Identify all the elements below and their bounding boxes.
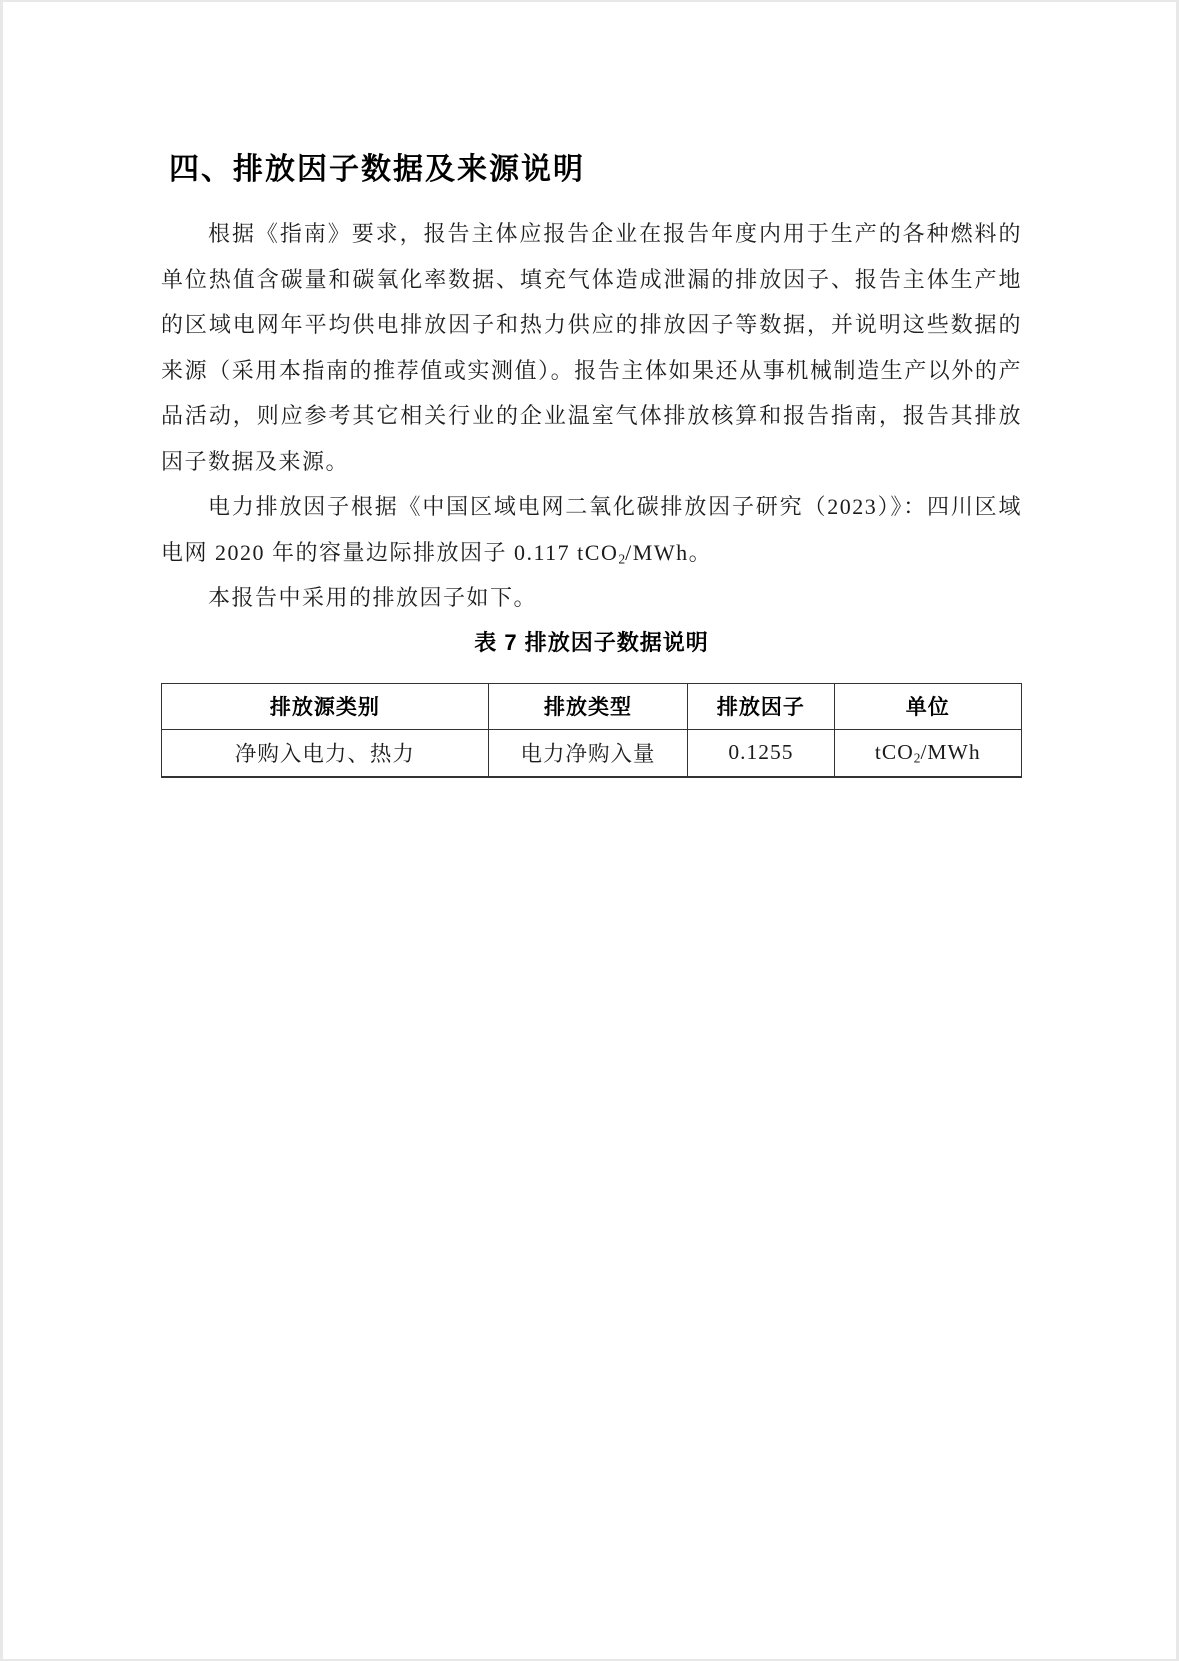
emission-factor-table (161, 683, 1022, 779)
table-row (162, 729, 1022, 777)
unit-suffix: /MWh (920, 740, 981, 765)
paragraph-guideline-requirements: 根据《指南》要求，报告主体应报告企业在报告年度内用于生产的各种燃料的单位热值含碳量和碳氧化率数据、填充气体造成泄漏的排放因子、报告主体生产地的区域电网年平均供电排放因子和热力供应的排放因子等数据，并说明这些数据的来源（采用本指南的推荐值或实测值）。报告主体如果还从事机械制造生产以外的产品活动，则应参考其它相关行业的企业温室气体排放核算和报告指南，报告其排放因子数据及来源。 (161, 221, 1022, 474)
page-content (3, 152, 1176, 778)
document-page (3, 2, 1176, 1659)
paragraph-table-intro: 本报告中采用的排放因子如下。 (208, 585, 538, 610)
cell-emission-factor: 0.1255 (688, 729, 834, 777)
section-heading: 四、排放因子数据及来源说明 (169, 153, 585, 186)
co2-subscript: 2 (618, 550, 626, 566)
paragraph-2-text: 电力排放因子根据《中国区域电网二氧化碳排放因子研究（2023）》：四川区域电网 2020 年的容量边际排放因子 0.117 tCO (161, 494, 1022, 565)
paragraph-2-unit-suffix: /MWh。 (625, 539, 713, 565)
cell-unit (834, 729, 1022, 777)
cell-emission-type: 电力净购入量 (488, 729, 688, 777)
table-header-row (162, 683, 1022, 729)
col-header-emission-source-category: 排放源类别 (162, 683, 489, 729)
col-header-unit: 单位 (834, 683, 1022, 729)
col-header-emission-factor: 排放因子 (688, 683, 834, 729)
table-caption: 表 7 排放因子数据说明 (474, 629, 709, 655)
unit-co2-subscript: 2 (913, 750, 921, 766)
paragraph-electricity-emission-factor (161, 484, 1022, 575)
unit-prefix: tCO (874, 740, 914, 765)
col-header-emission-type: 排放类型 (488, 683, 688, 729)
cell-source-category: 净购入电力、热力 (162, 729, 489, 777)
